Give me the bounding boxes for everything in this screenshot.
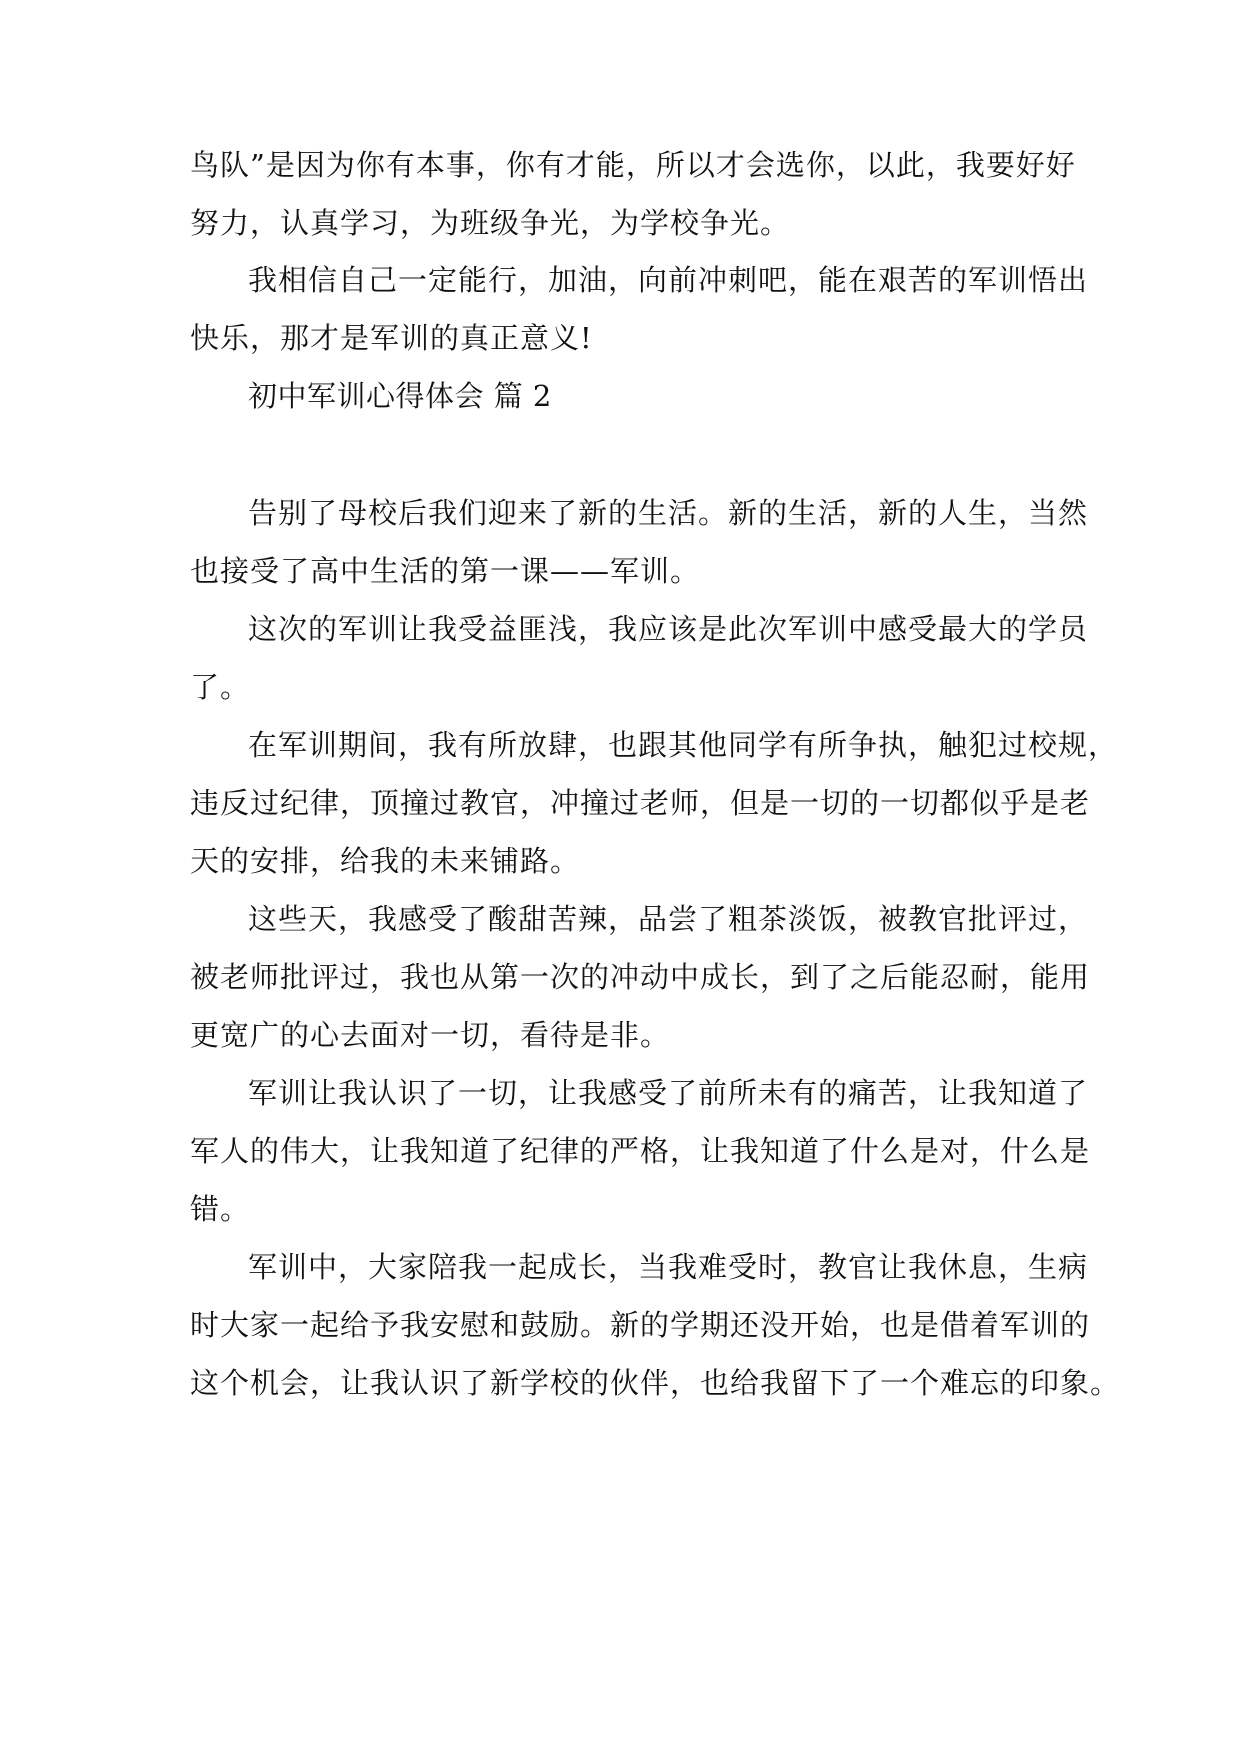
paragraph-line: 被老师批评过，我也从第一次的冲动中成长，到了之后能忍耐，能用: [190, 960, 1091, 994]
paragraph-line: 时大家一起给予我安慰和鼓励。新的学期还没开始，也是借着军训的: [190, 1308, 1091, 1342]
paragraph-line: 军训让我认识了一切，让我感受了前所未有的痛苦，让我知道了: [248, 1076, 1089, 1110]
paragraph-line: 在军训期间，我有所放肆，也跟其他同学有所争执，触犯过校规，: [248, 728, 1119, 762]
paragraph-line: 也接受了高中生活的第一课——军训。: [190, 554, 701, 588]
paragraph-line: 了。: [190, 670, 251, 704]
paragraph-line: 错。: [190, 1192, 251, 1226]
paragraph-line: 更宽广的心去面对一切，看待是非。: [190, 1018, 671, 1052]
paragraph-line: 军人的伟大，让我知道了纪律的严格，让我知道了什么是对，什么是: [190, 1134, 1091, 1168]
paragraph-line: 这次的军训让我受益匪浅，我应该是此次军训中感受最大的学员: [248, 612, 1089, 646]
paragraph-line: 我相信自己一定能行，加油，向前冲刺吧，能在艰苦的军训悟出: [248, 263, 1089, 297]
paragraph-line: 这些天，我感受了酸甜苦辣，品尝了粗茶淡饭，被教官批评过，: [248, 902, 1089, 936]
section-title: 初中军训心得体会 篇 2: [248, 379, 552, 413]
paragraph-line: 违反过纪律，顶撞过教官，冲撞过老师，但是一切的一切都似乎是老: [190, 786, 1091, 820]
paragraph-line: 鸟队”是因为你有本事，你有才能，所以才会选你，以此，我要好好: [190, 148, 1076, 182]
paragraph-line: 这个机会，让我认识了新学校的伙伴，也给我留下了一个难忘的印象。: [190, 1366, 1121, 1400]
paragraph-line: 告别了母校后我们迎来了新的生活。新的生活，新的人生，当然: [248, 496, 1089, 530]
paragraph-line: 军训中，大家陪我一起成长，当我难受时，教官让我休息，生病: [248, 1250, 1089, 1284]
paragraph-line: 努力，认真学习，为班级争光，为学校争光。: [190, 206, 791, 240]
paragraph-line: 天的安排，给我的未来铺路。: [190, 844, 581, 878]
paragraph-line: 快乐，那才是军训的真正意义!: [190, 321, 593, 355]
